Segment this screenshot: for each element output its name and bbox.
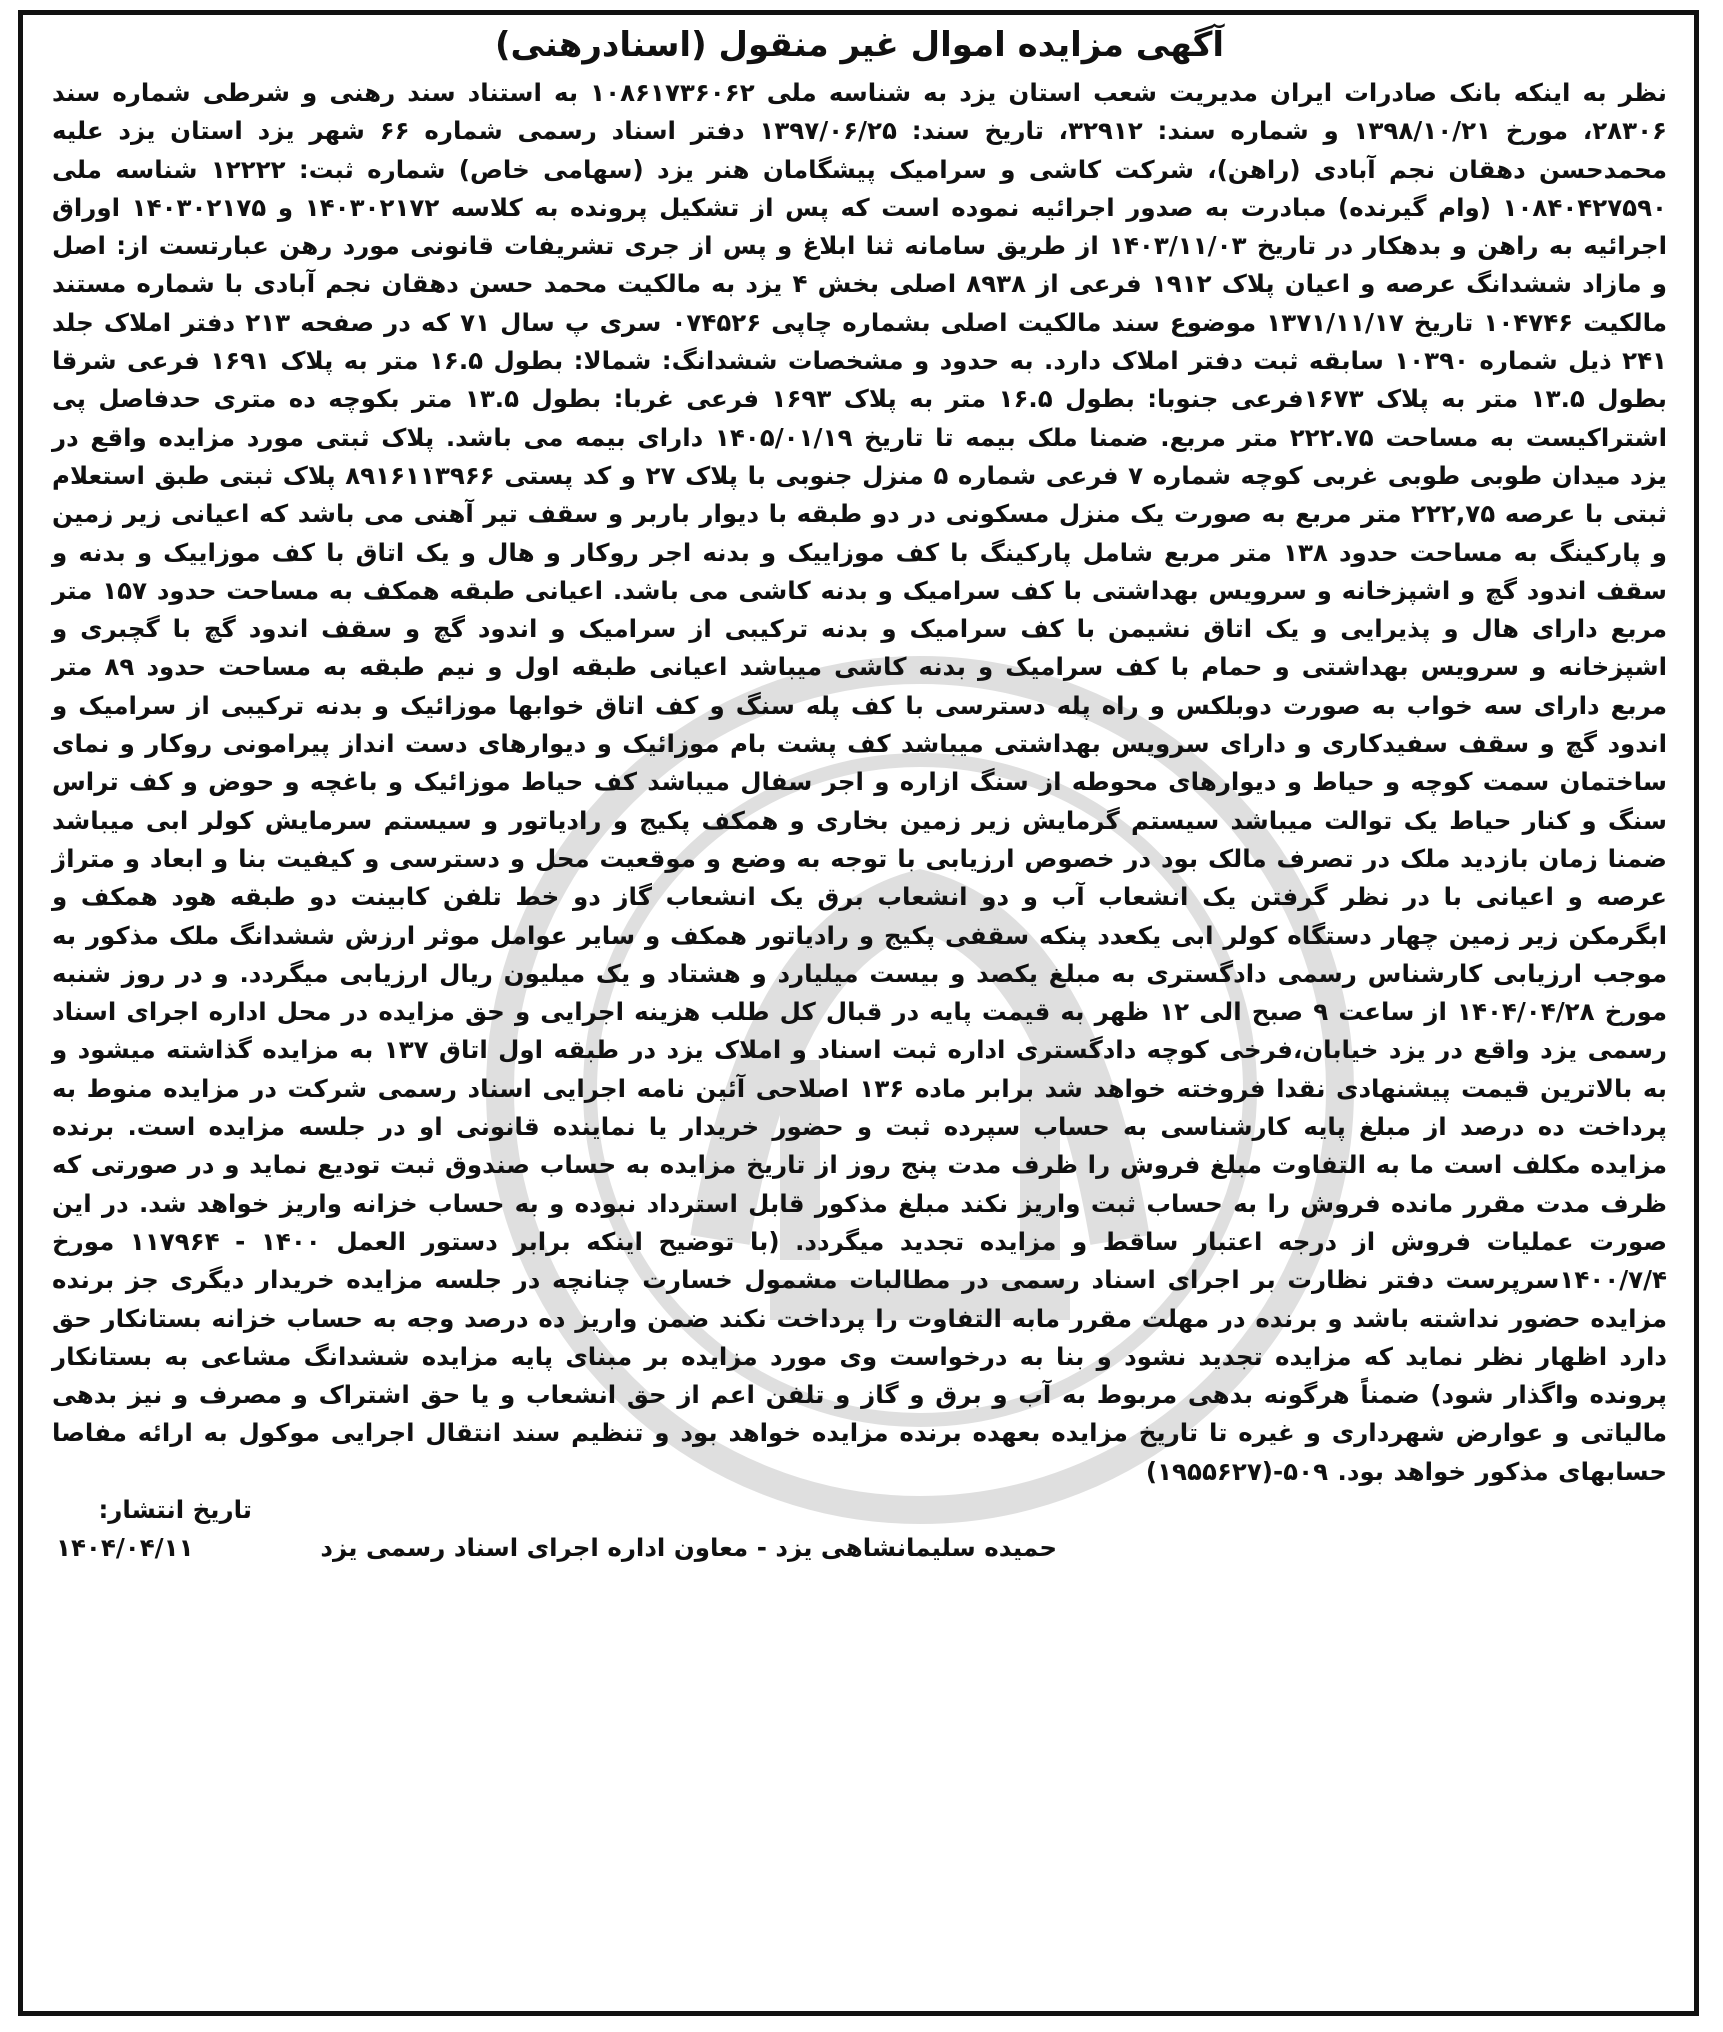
signature-line: حمیده سلیمانشاهی یزد - معاون اداره اجرای اسناد رسمی یزد (320, 1532, 1057, 1562)
publication-date: ۱۴۰۴/۰۴/۱۱ (56, 1532, 194, 1562)
notice-footer (52, 1491, 1667, 1567)
notice-title: آگهی مزایده اموال غیر منقول (اسنادرهنی) (494, 25, 1225, 65)
publication-date-label: تاریخ انتشار: (98, 1494, 252, 1524)
notice-body: نظر به اینکه بانک صادرات ایران مدیریت شعب استان یزد به شناسه ملی ۱۰۸۶۱۷۳۶۰۶۲ به استناد سند رهنی و شرطی شماره سند ۲۸۳۰۶، مورخ ۱۳۹۸/۱۰/۲۱ و شماره سند: ۳۲۹۱۲، تاریخ سند: ۱۳۹۷/۰۶/۲۵ دفتر اسناد رسمی شماره ۶۶ شهر یزد استان یزد علیه محمدحسن دهقان نجم آبادی (راهن)، شرکت کاشی و سرامیک پیشگامان هنر یزد (سهامی خاص) شماره ثبت: ۱۲۲۲۲ شناسه ملی ۱۰۸۴۰۴۲۷۵۹۰ (وام گیرنده) مبادرت به صدور اجرائیه نموده است که پس از تشکیل پرونده به کلاسه ۱۴۰۳۰۲۱۷۲ و ۱۴۰۳۰۲۱۷۵ اوراق اجرائیه به راهن و بدهکار در تاریخ ۱۴۰۳/۱۱/۰۳ از طریق سامانه ثنا ابلاغ و پس از جری تشریفات قانونی مورد رهن عبارتست از: اصل و مازاد ششدانگ عرصه و اعیان پلاک ۱۹۱۲ فرعی از ۸۹۳۸ اصلی بخش ۴ یزد به مالکیت محمد حسن دهقان نجم آبادی با شماره مستند مالکیت ۱۰۴۷۴۶ تاریخ ۱۳۷۱/۱۱/۱۷ موضوع سند مالکیت اصلی بشماره چاپی ۰۷۴۵۲۶ سری پ سال ۷۱ که در صفحه ۲۱۳ دفتر املاک جلد ۲۴۱ ذیل شماره ۱۰۳۹۰ سابقه ثبت دفتر املاک دارد. به حدود و مشخصات ششدانگ: شمالا: بطول ۱۶.۵ متر به پلاک ۱۶۹۱ فرعی شرقا بطول ۱۳.۵ متر به پلاک ۱۶۷۳فرعی جنوبا: بطول ۱۶.۵ متر به پلاک ۱۶۹۳ فرعی غربا: بطول ۱۳.۵ متر بکوچه ده متری حدفاصل پی اشتراکیست به مساحت ۲۲۲.۷۵ متر مربع. ضمنا ملک بیمه تا تاریخ ۱۴۰۵/۰۱/۱۹ دارای بیمه می باشد. پلاک ثبتی مورد مزایده واقع در یزد میدان طوبی طوبی غربی کوچه شماره ۷ فرعی شماره ۵ منزل جنوبی با پلاک ۲۷ و کد پستی ۸۹۱۶۱۱۳۹۶۶ پلاک ثبتی طبق استعلام ثبتی با عرصه ۲۲۲,۷۵ متر مربع به صورت یک منزل مسکونی در دو طبقه با دیوار باربر و سقف تیر آهنی می باشد که اعیانی زیر زمین و پارکینگ به مساحت حدود ۱۳۸ متر مربع شامل پارکینگ با کف موزاییک و بدنه اجر روکار و هال و یک اتاق با کف موزاییک و بدنه و سقف اندود گچ و اشپزخانه و سرویس بهداشتی با کف سرامیک و بدنه کاشی می باشد. اعیانی طبقه همکف به مساحت حدود ۱۵۷ متر مربع دارای هال و پذیرایی و یک اتاق نشیمن با کف سرامیک و بدنه ترکیبی از سرامیک و اندود گچ و سقف اندود گچ با گچبری و اشپزخانه و سرویس بهداشتی و حمام با کف سرامیک و بدنه کاشی میباشد اعیانی طبقه اول و نیم طبقه به مساحت حدود ۸۹ متر مربع دارای سه خواب به صورت دوبلکس و راه پله دسترسی با کف پله سنگ و کف اتاق خوابها موزائیک و بدنه ترکیبی از سرامیک و اندود گچ و سقف سفیدکاری و دارای سرویس بهداشتی میباشد کف پشت بام موزائیک و دیوارهای دست انداز پیرامونی روکار و نمای ساختمان سمت کوچه و حیاط و دیوارهای محوطه از سنگ ازاره و اجر سفال میباشد کف حیاط موزائیک و باغچه و حوض و کف تراس سنگ و کنار حیاط یک توالت میباشد سیستم گرمایش زیر زمین بخاری و همکف پکیج و رادیاتور و سیستم سرمایش کولر ابی میباشد ضمنا زمان بازدید ملک در تصرف مالک بود در خصوص ارزیابی با توجه به وضع و موقعیت محل و دسترسی و کیفیت بنا و ابعاد و متراژ عرصه و اعیانی با در نظر گرفتن یک انشعاب آب و دو انشعاب برق یک انشعاب گاز دو خط تلفن کابینت دو طبقه هود همکف و ابگرمکن زیر زمین چهار دستگاه کولر ابی یکعدد پنکه سقفی پکیج و رادیاتور همکف و سایر عوامل موثر ارزش ششدانگ ملک مذکور به موجب ارزیابی کارشناس رسمی دادگستری به مبلغ یکصد و بیست میلیارد و هشتاد و یک میلیون ریال ارزیابی میگردد. و در روز شنبه مورخ ۱۴۰۴/۰۴/۲۸ از ساعت ۹ صبح الی ۱۲ ظهر به قیمت پایه در قبال کل طلب هزینه اجرایی و حق مزایده در محل اداره اجرای اسناد رسمی یزد واقع در یزد خیابان،فرخی کوچه دادگستری اداره ثبت اسناد و املاک یزد در طبقه اول اتاق ۱۳۷ به مزایده گذاشته میشود و به بالاترین قیمت پیشنهادی نقدا فروخته خواهد شد برابر ماده ۱۳۶ اصلاحی آئین نامه اجرایی اسناد رسمی شرکت در مزایده منوط به پرداخت ده درصد از مبلغ پایه کارشناسی به حساب سپرده ثبت و حضور خریدار یا نماینده قانونی او در جلسه مزایده است. برنده مزایده مکلف است ما به التفاوت مبلغ فروش را ظرف مدت پنج روز از تاریخ مزایده به حساب صندوق ثبت تودیع نماید و در صورتی که ظرف مدت مقرر مانده فروش را به حساب ثبت واریز نکند مبلغ مذکور قابل استرداد نبوده و به حساب خزانه واریز خواهد شد. در این صورت عملیات فروش از درجه اعتبار ساقط و مزایده تجدید میگردد. (با توضیح اینکه برابر دستور العمل ۱۴۰۰ - ۱۱۷۹۶۴ مورخ ۱۴۰۰/۷/۴سرپرست دفتر نظارت بر اجرای اسناد رسمی در مطالبات مشمول خسارت چنانچه در جلسه مزایده خریدار دیگری جز برنده مزایده حضور نداشته باشد و برنده در مهلت مقرر مابه التفاوت را پرداخت نکند ضمن واریز ده درصد وجه به حساب خزانه بستانکار حق دارد اظهار نظر نماید که مزایده تجدید نشود و بنا به درخواست وی مورد مزایده بر مبنای پایه مزایده ششدانگ مشاعی به بستانکار پرونده واگذار شود) ضمناً هرگونه بدهی مربوط به آب و برق و گاز و تلفن اعم از حق انشعاب و یا حق اشتراک و مصرف و نیز بدهی مالیاتی و عوارض شهرداری و غیره تا تاریخ مزایده بعهده برنده مزایده خواهد بود و تنظیم سند انتقال اجرایی موکول به ارائه مفاصا حسابهای مذکور خواهد بود. ۵۰۹-(۱۹۵۵۶۲۷) (52, 78, 1668, 1486)
auction-notice (52, 20, 1667, 1567)
